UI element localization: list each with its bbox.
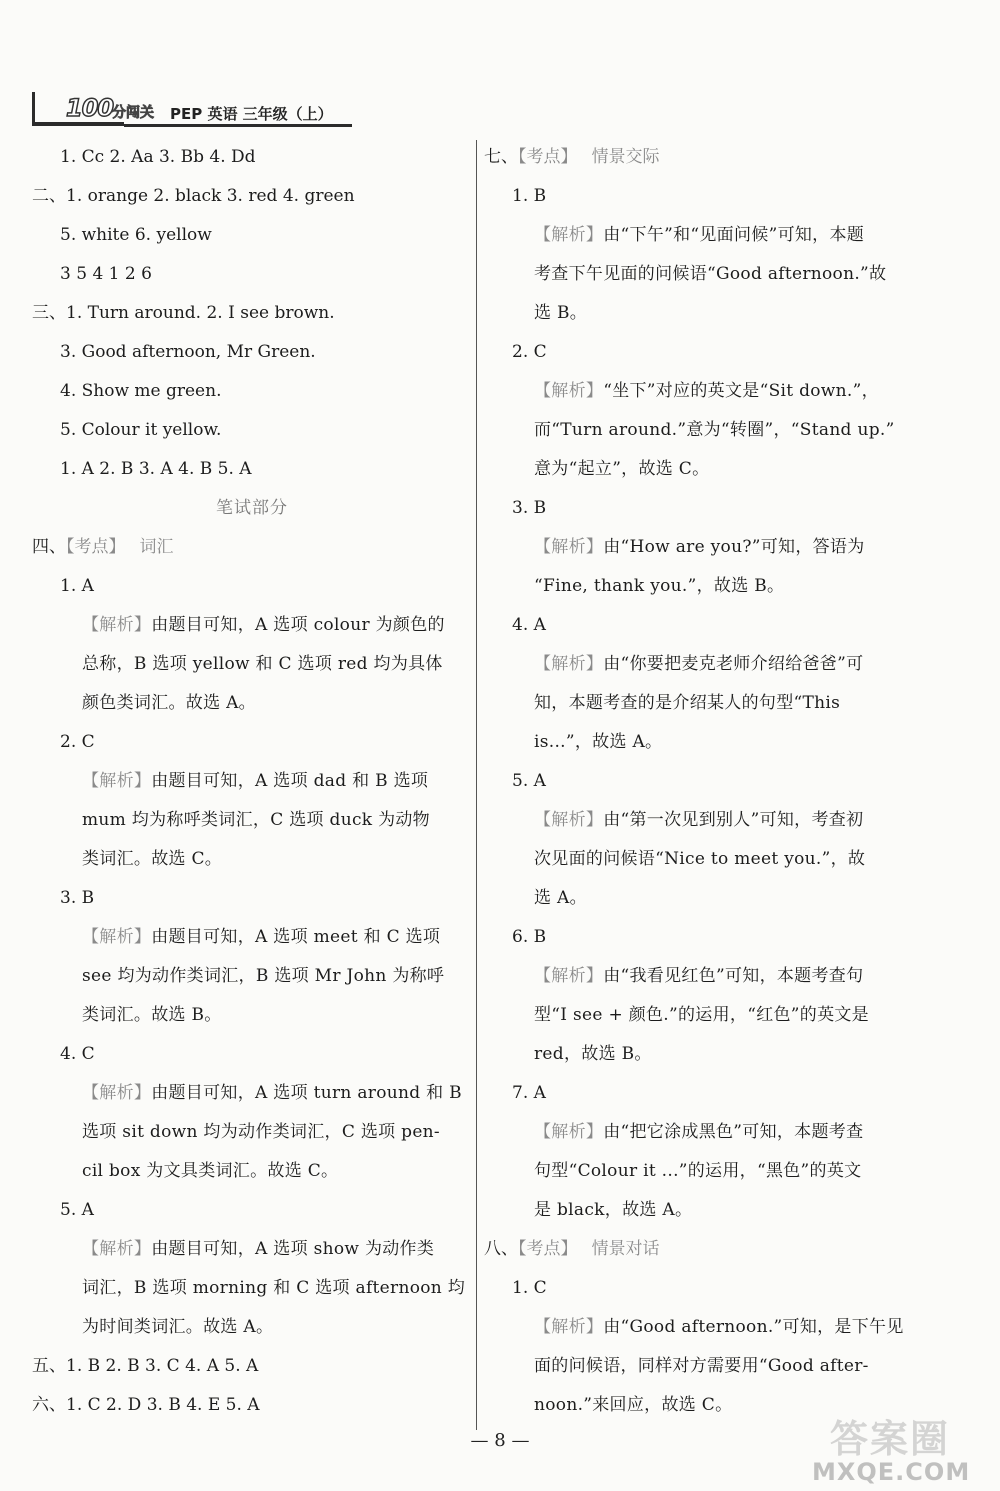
explanation-line: 选 A。 — [534, 888, 587, 908]
item-answer: 3. B — [60, 888, 95, 908]
section-tag: 【考点】 — [518, 147, 578, 167]
item-answer: 1. A — [60, 576, 94, 596]
explanation-line: noon.”来回应，故选 C。 — [534, 1395, 733, 1415]
explanation-line: 次见面的问候语“Nice to meet you.”，故 — [534, 849, 866, 869]
item-answer: 5. A — [512, 771, 546, 791]
watermark-url: MXQE.COM — [812, 1458, 971, 1486]
explanation-line: 是 black，故选 A。 — [534, 1200, 693, 1220]
section-number: 八、 — [484, 1239, 518, 1259]
explanation-line: 【解析】由题目可知，A 选项 turn around 和 B — [82, 1083, 462, 1103]
explanation-line: 【解析】由题目可知，A 选项 show 为动作类 — [82, 1239, 435, 1259]
explanation-line: 考查下午见面的问候语“Good afternoon.”故 — [534, 264, 887, 284]
section-tag: 【考点】 — [66, 537, 126, 557]
answer-line: 五、1. B 2. B 3. C 4. A 5. A — [32, 1356, 259, 1376]
explanation-line: 知，本题考查的是介绍某人的句型“This — [534, 693, 841, 713]
explanation-tag: 【解析】 — [534, 654, 604, 674]
explanation-tag: 【解析】 — [534, 537, 604, 557]
explanation-line: 为时间类词汇。故选 A。 — [82, 1317, 274, 1337]
explanation-line: 选 B。 — [534, 303, 588, 323]
section-heading — [484, 1230, 924, 1269]
explanation-line: 【解析】由“下午”和“见面问候”可知，本题 — [534, 225, 865, 245]
item-answer: 2. C — [60, 732, 95, 752]
explanation-line: cil box 为文具类词汇。故选 C。 — [82, 1161, 339, 1181]
explanation-line: 总称，B 选项 yellow 和 C 选项 red 均为具体 — [82, 654, 443, 674]
explanation-tag: 【解析】 — [82, 1239, 152, 1259]
section-number: 四、 — [32, 537, 66, 557]
explanation-line: 类词汇。故选 B。 — [82, 1005, 222, 1025]
explanation-tag: 【解析】 — [534, 1317, 604, 1337]
watermark — [800, 1404, 1000, 1491]
page-header — [32, 88, 352, 130]
explanation-line: 而“Turn around.”意为“转圈”，“Stand up.” — [534, 420, 895, 440]
explanation-line: 型“I see + 颜色.”的运用，“红色”的英文是 — [534, 1005, 869, 1025]
answer-line: 三、1. Turn around. 2. I see brown. — [32, 303, 335, 323]
item-answer: 6. B — [512, 927, 547, 947]
item-answer: 7. A — [512, 1083, 546, 1103]
explanation-line: 【解析】由“我看见红色”可知，本题考查句 — [534, 966, 864, 986]
answer-line: 六、1. C 2. D 3. B 4. E 5. A — [32, 1395, 260, 1415]
explanation-tag: 【解析】 — [82, 615, 152, 635]
logo-underline — [32, 122, 124, 126]
explanation-line: 颜色类词汇。故选 A。 — [82, 693, 256, 713]
watermark-logo-text: 答案圈 — [830, 1417, 951, 1461]
column-divider — [476, 140, 477, 1430]
book-title: PEP 英语 三年级（上） — [170, 105, 333, 123]
explanation-tag: 【解析】 — [534, 381, 604, 401]
explanation-line: 【解析】由“How are you?”可知，答语为 — [534, 537, 865, 557]
explanation-line: 【解析】“坐下”对应的英文是“Sit down.”， — [534, 381, 879, 401]
answer-line: 3. Good afternoon, Mr Green. — [60, 342, 316, 362]
item-answer: 3. B — [512, 498, 547, 518]
explanation-line: mum 均为称呼类词汇，C 选项 duck 为动物 — [82, 810, 430, 830]
explanation-line: 类词汇。故选 C。 — [82, 849, 223, 869]
explanation-line: 【解析】由“Good afternoon.”可知，是下午见 — [534, 1317, 904, 1337]
explanation-line: red，故选 B。 — [534, 1044, 652, 1064]
logo-text: 分闯关 — [112, 105, 154, 121]
right-column — [484, 138, 924, 1425]
explanation-line: 【解析】由“第一次见到别人”可知，考查初 — [534, 810, 864, 830]
explanation-line: is...”，故选 A。 — [534, 732, 663, 752]
section-topic: 情景交际 — [591, 147, 660, 167]
header-rule — [124, 124, 352, 127]
explanation-tag: 【解析】 — [534, 810, 604, 830]
item-answer: 1. C — [512, 1278, 547, 1298]
explanation-tag: 【解析】 — [534, 225, 604, 245]
item-answer: 2. C — [512, 342, 547, 362]
explanation-line: 面的问候语，同样对方需要用“Good after- — [534, 1356, 869, 1376]
logo-mark — [32, 92, 35, 126]
section-topic: 词汇 — [139, 537, 174, 557]
explanation-tag: 【解析】 — [82, 927, 152, 947]
explanation-line: “Fine, thank you.”，故选 B。 — [534, 576, 785, 596]
explanation-line: 【解析】由题目可知，A 选项 meet 和 C 选项 — [82, 927, 441, 947]
explanation-tag: 【解析】 — [82, 771, 152, 791]
answer-line: 5. Colour it yellow. — [60, 420, 222, 440]
explanation-line: 【解析】由“你要把麦克老师介绍给爸爸”可 — [534, 654, 864, 674]
answer-line: 1. Cc 2. Aa 3. Bb 4. Dd — [60, 147, 256, 167]
explanation-line: see 均为动作类词汇，B 选项 Mr John 为称呼 — [82, 966, 445, 986]
section-topic: 情景对话 — [591, 1239, 660, 1259]
written-section-heading: 笔试部分 — [216, 498, 288, 518]
explanation-line: 【解析】由题目可知，A 选项 dad 和 B 选项 — [82, 771, 429, 791]
logo-number: 100 — [66, 94, 114, 122]
explanation-line: 意为“起立”，故选 C。 — [534, 459, 710, 479]
item-answer: 4. C — [60, 1044, 95, 1064]
item-answer: 4. A — [512, 615, 546, 635]
explanation-tag: 【解析】 — [534, 1122, 604, 1142]
item-answer: 1. B — [512, 186, 547, 206]
explanation-tag: 【解析】 — [82, 1083, 152, 1103]
explanation-line: 词汇，B 选项 morning 和 C 选项 afternoon 均 — [82, 1278, 466, 1298]
answer-line: 二、1. orange 2. black 3. red 4. green — [32, 186, 355, 206]
answer-line: 3 5 4 1 2 6 — [60, 264, 152, 284]
explanation-line: 【解析】由题目可知，A 选项 colour 为颜色的 — [82, 615, 445, 635]
explanation-tag: 【解析】 — [534, 966, 604, 986]
section-tag: 【考点】 — [518, 1239, 578, 1259]
section-number: 七、 — [484, 147, 518, 167]
explanation-line: 选项 sit down 均为动作类词汇，C 选项 pen- — [82, 1122, 440, 1142]
section-heading — [484, 138, 924, 177]
left-column — [32, 138, 472, 1425]
page-number: — 8 — — [470, 1430, 530, 1451]
section-heading — [32, 528, 472, 567]
answer-line: 5. white 6. yellow — [60, 225, 212, 245]
answer-line: 1. A 2. B 3. A 4. B 5. A — [60, 459, 252, 479]
explanation-line: 句型“Colour it ...”的运用，“黑色”的英文 — [534, 1161, 862, 1181]
item-answer: 5. A — [60, 1200, 94, 1220]
answer-line: 4. Show me green. — [60, 381, 222, 401]
explanation-line: 【解析】由“把它涂成黑色”可知，本题考查 — [534, 1122, 864, 1142]
